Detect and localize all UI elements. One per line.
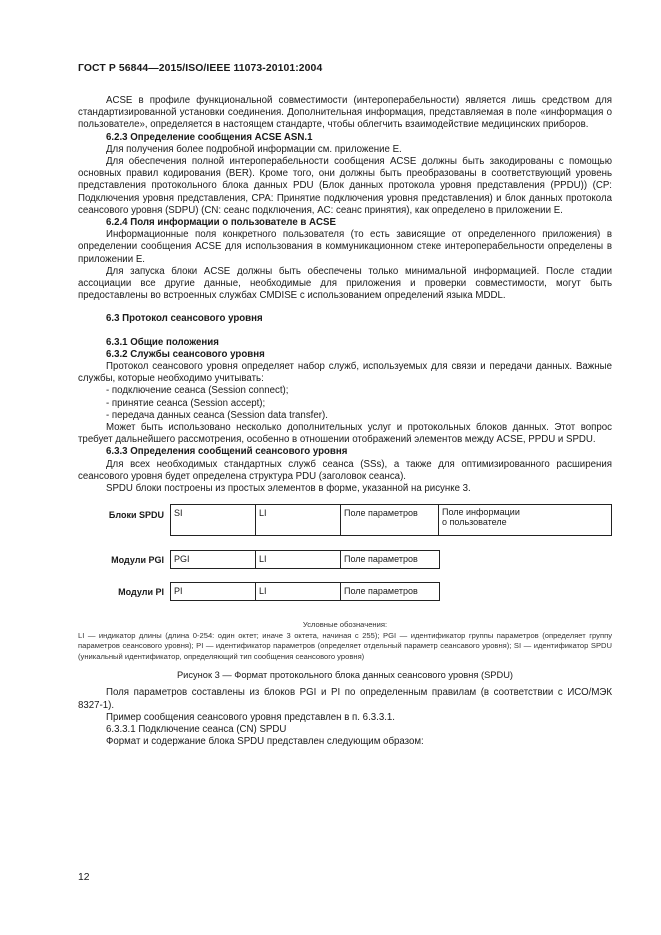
paragraph: Протокол сеансового уровня определяет набор служб, используемых для связи и передачи данных. Важные службы, которые необходимо учитывать: (78, 361, 612, 385)
cell-si: SI (171, 505, 256, 535)
cell-pi: PI (171, 583, 256, 600)
cell-user-information-line2: о пользователе (442, 517, 507, 528)
figure-caption: Рисунок 3 — Формат протокольного блока данных сеансового уровня (SPDU) (176, 670, 514, 681)
cell-li: LI (256, 583, 341, 600)
list-item: - подключение сеанса (Session connect); (106, 385, 289, 397)
section-heading-6-3-2: 6.3.2 Службы сеансового уровня (106, 348, 265, 360)
paragraph: Для запуска блоки ACSE должны быть обеспечены только минимальной информацией. После стадии ассоциации все другие данные, необходимые для приложения и проверки совместимости, могут быть предоставлены во встроенных службах CMDISE с использованием определений языка MDDL. (78, 265, 612, 302)
section-heading-6-3: 6.3 Протокол сеансового уровня (106, 313, 263, 325)
pgi-module-row (170, 550, 440, 569)
page-number: 12 (78, 872, 90, 883)
cell-li: LI (256, 551, 341, 568)
section-heading-6-3-3: 6.3.3 Определения сообщений сеансового уровня (106, 446, 348, 458)
paragraph: Информационные поля конкретного пользователя (то есть зависящие от определенного приложения) в определении сообщения ACSE для использования в коммуникационном стеке интероперабельности определены в приложении Е. (78, 229, 612, 265)
paragraph: Для получения более подробной информации см. приложение Е. (106, 143, 402, 155)
legend-title: Условные обозначения: (302, 620, 388, 630)
paragraph: ACSE в профиле функциональной совместимости (интероперабельности) является лишь средством для стандартизированной установки соединения. Дополнительная информация, представляемая в поле «информация о пользователе», определяется в настоящем стандарте, чтобы облегчить взаимодействие медицинских приборов. (78, 95, 612, 131)
row-label-pi: Модули PI (118, 587, 164, 598)
section-heading-6-2-3: 6.2.3 Определение сообщения ACSE ASN.1 (106, 131, 313, 143)
row-label-pgi: Модули PGI (111, 555, 164, 566)
paragraph: 6.3.3.1 Подключение сеанса (CN) SPDU (106, 723, 287, 735)
section-heading-6-3-1: 6.3.1 Общие положения (106, 336, 219, 348)
paragraph: Формат и содержание блока SPDU представлен следующим образом: (106, 736, 424, 748)
figure-3 (78, 504, 612, 681)
spdu-block-row (170, 504, 612, 536)
cell-parameter-field: Поле параметров (341, 505, 439, 535)
cell-user-information-field (439, 505, 611, 535)
legend-body: LI — индикатор длины (длина 0-254: один октет; иначе 3 октета, начиная с 255); PGI — идентификатор группы параметров (определяет группу параметров сеансового уровня); PI — идентификатор параметров (определяет отдельный параметр сеансавого уровня); SI — идентификатор SPDU (уникальный идентификатор, определяющий тип сообщения сеансового уровня) (78, 630, 612, 662)
row-label-spdu: Блоки SPDU (108, 510, 164, 521)
document-body (78, 95, 612, 748)
cell-pgi: PGI (171, 551, 256, 568)
paragraph: Может быть использовано несколько дополнительных услуг и протокольных блоков данных. Этот вопрос требует дальнейшего рассмотрения, особенно в отношении отображений элементов между ACSE, PPDU и SPDU. (78, 422, 612, 446)
paragraph: SPDU блоки построены из простых элементов в форме, указанной на рисунке 3. (106, 483, 471, 495)
paragraph: Пример сообщения сеансового уровня представлен в п. 6.3.3.1. (106, 711, 396, 723)
paragraph: Поля параметров составлены из блоков PGI и PI по определенным правилам (в соответствии с ИСО/МЭК 8327-1). (78, 687, 612, 711)
pi-module-row (170, 582, 440, 601)
section-heading-6-2-4: 6.2.4 Поля информации о пользователе в ACSE (106, 217, 336, 229)
document-header: ГОСТ Р 56844—2015/ISO/IEEE 11073-20101:2004 (78, 63, 323, 74)
cell-parameter-field: Поле параметров (344, 554, 418, 565)
paragraph: Для обеспечения полной интероперабельности сообщения ACSE должны быть закодированы с помощью основных правил кодирования (BER). Кроме того, они должны быть преобразованы в соответствующий уровень представления протокольного блока данных PDU (Блок данных протокола уровня представления (PPDU)) (CP: Подключения уровня представления, CPA: Принятие подключения уровня представления) и блок данных протокола сеансового уровня (SDPU) (CN: сеанс подключения, AC: сеанс принятия), как определено в приложении Е. (78, 156, 612, 216)
list-item: - принятие сеанса (Session accept); (106, 397, 266, 409)
cell-parameter-field: Поле параметров (344, 586, 418, 597)
list-item: - передача данных сеанса (Session data transfer). (106, 409, 328, 421)
figure-legend (78, 620, 612, 662)
cell-li: LI (256, 505, 341, 535)
cell-user-information-line1: Поле информации (442, 507, 520, 518)
paragraph: Для всех необходимых стандартных служб сеанса (SSs), а также для оптимизированного расширения сеансового уровня будет определена структура PDU (заголовок сеанса). (78, 458, 612, 482)
